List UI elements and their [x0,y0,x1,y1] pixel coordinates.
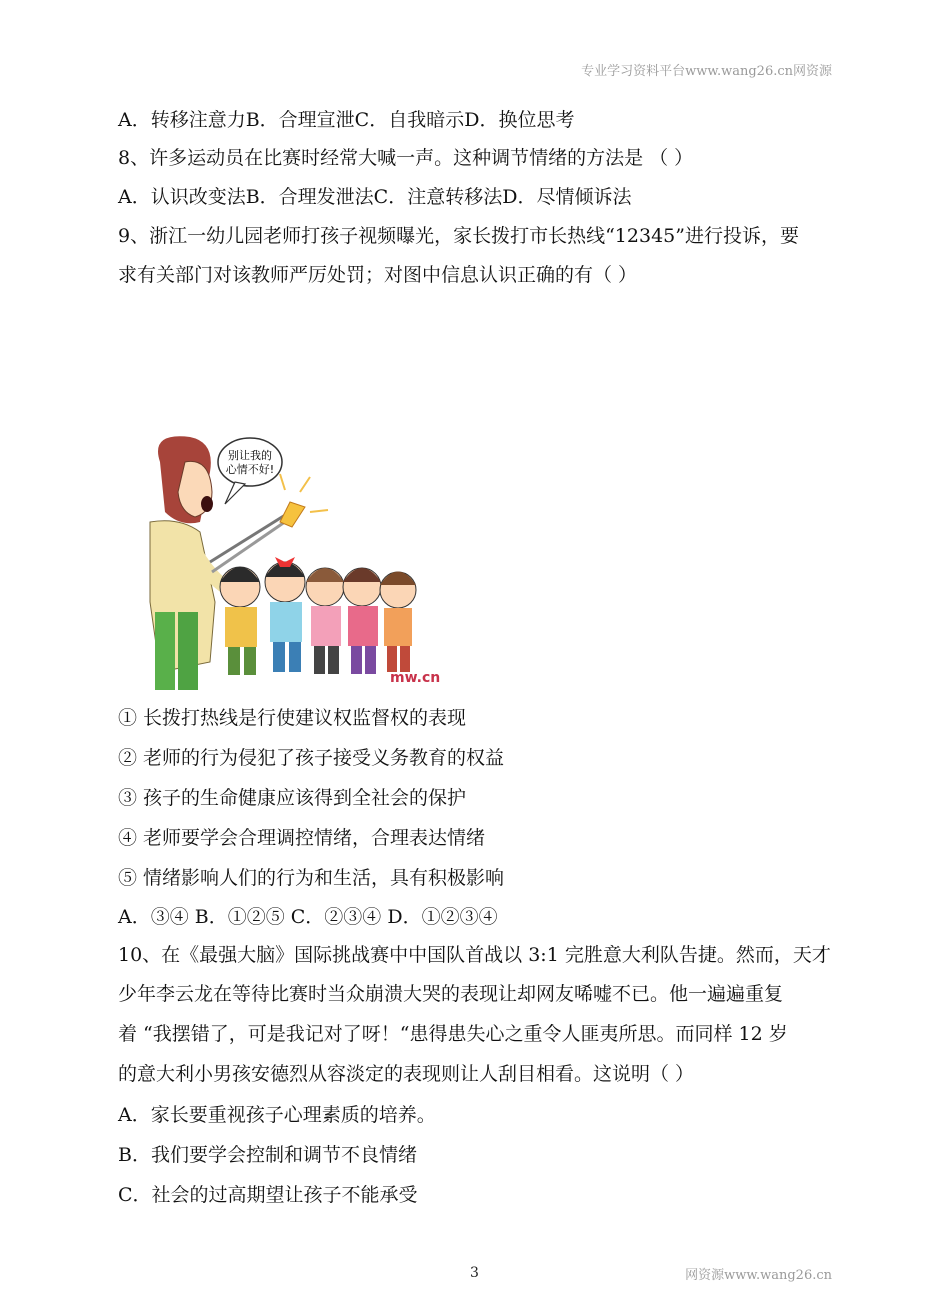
child-3 [306,568,344,674]
text-line: 的意大利小男孩安德烈从容淡定的表现则让人刮目相看。这说明（ ） [118,1063,695,1085]
footer-source: 网资源www.wang26.cn [685,1268,832,1283]
option-2: ② 老师的行为侵犯了孩子接受义务教育的权益 [118,747,505,769]
text-line: A．认识改变法B．合理发泄法C．注意转移法D．尽情倾诉法 [118,186,632,208]
choice-a: A．家长要重视孩子心理素质的培养。 [118,1104,436,1126]
choice-b: B．我们要学会控制和调节不良情绪 [118,1144,417,1166]
source-logo: mw.cn [390,670,440,686]
cartoon-teacher-children [140,432,440,690]
question-8: 8、许多运动员在比赛时经常大喊一声。这种调节情绪的方法是 （ ） [118,147,694,169]
child-5 [380,572,416,673]
question-9: 9、浙江一幼儿园老师打孩子视频曝光，家长拨打市长热线“12345”进行投诉，要 [118,225,799,247]
option-5: ⑤ 情绪影响人们的行为和生活，具有积极影响 [118,867,505,889]
child-1 [220,567,260,675]
cartoon-illustration [140,432,440,690]
option-1: ① 长拨打热线是行使建议权监督权的表现 [118,707,467,729]
text-line: 求有关部门对该教师严厉处罚；对图中信息认识正确的有（ ） [118,264,638,286]
speech-text-1: 别让我的 [228,449,272,462]
header-watermark: 专业学习资料平台www.wang26.cn网资源 [581,64,832,79]
answer-choices-9: A．③④ B．①②⑤ C．②③④ D．①②③④ [118,906,498,928]
page-number: 3 [470,1265,479,1281]
text-line: A．转移注意力B．合理宣泄C．自我暗示D．换位思考 [118,109,575,131]
speech-text-2: 心情不好! [225,463,275,476]
option-4: ④ 老师要学会合理调控情绪，合理表达情绪 [118,827,486,849]
text-line: 着 “我摆错了，可是我记对了呀！“患得患失心之重令人匪夷所思。而同样 12 岁 [118,1023,788,1045]
choice-c: C．社会的过高期望让孩子不能承受 [118,1184,418,1206]
child-4 [343,568,381,674]
text-line: 少年李云龙在等待比赛时当众崩溃大哭的表现让却网友唏嘘不已。他一遍遍重复 [118,983,784,1005]
option-3: ③ 孩子的生命健康应该得到全社会的保护 [118,787,467,809]
question-10: 10、在《最强大脑》国际挑战赛中中国队首战以 3:1 完胜意大利队告捷。然而，天才 [118,944,831,966]
child-2 [265,557,305,672]
